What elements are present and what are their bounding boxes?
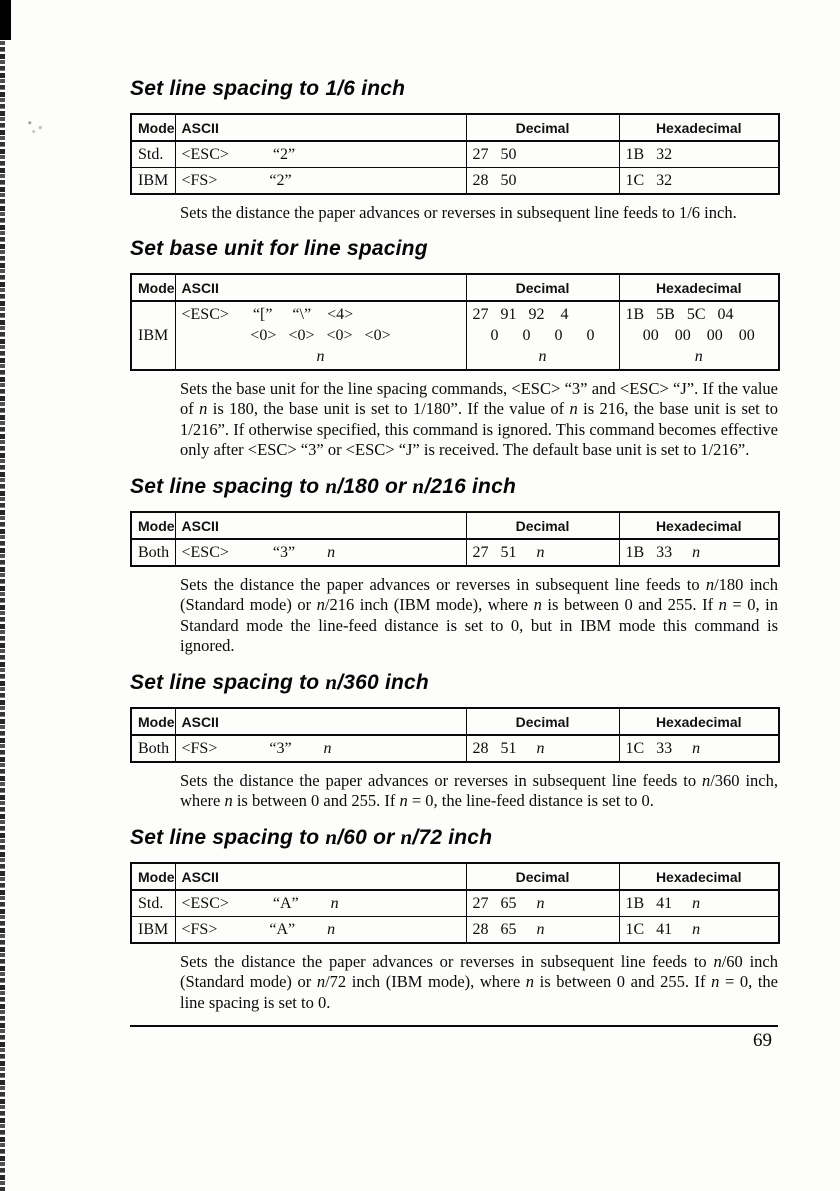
table-header-row — [131, 114, 779, 141]
cell-decimal — [466, 890, 619, 917]
table-row — [131, 168, 779, 195]
column-header-hexadecimal: Hexadecimal — [619, 708, 779, 735]
cell-line: Std. — [138, 894, 164, 912]
section — [130, 76, 778, 224]
cell-line: 1B 33 n — [625, 543, 701, 561]
cell-line: <FS> “3” n — [181, 739, 332, 757]
section-title: Set line spacing to n/180 or n/216 inch — [130, 473, 516, 498]
cell-mode — [131, 916, 175, 943]
content-area — [130, 76, 778, 1052]
section-body: Sets the distance the paper advances or reverses in subsequent line feeds to n/180 inch (Standard mode) or n/216 inch (IBM mode), where n is between 0 and 255. If n = 0, in Standard mode the line-feed distance is set to 0, but in IBM mode this command is ignored. — [180, 574, 779, 655]
column-header-mode: Mode — [131, 512, 175, 539]
column-header-mode: Mode — [131, 114, 175, 141]
cell-mode — [131, 890, 175, 917]
command-table — [130, 511, 780, 567]
table-row — [131, 141, 779, 168]
cell-hex — [619, 301, 779, 370]
column-header-decimal: Decimal — [466, 114, 619, 141]
cell-hex — [619, 735, 779, 762]
cell-line: IBM — [138, 326, 169, 344]
column-header-hexadecimal: Hexadecimal — [619, 274, 779, 301]
cell-ascii — [175, 890, 466, 917]
cell-line: Both — [138, 543, 170, 561]
cell-mode — [131, 168, 175, 195]
cell-decimal — [466, 539, 619, 566]
command-table — [130, 707, 780, 763]
section-title: Set base unit for line spacing — [130, 236, 428, 260]
scan-edge-artifact — [0, 0, 5, 1191]
cell-ascii — [175, 168, 466, 195]
cell-line: <ESC> “[” “\” <4> — [181, 305, 354, 323]
column-header-ascii: ASCII — [175, 274, 466, 301]
table-header-row — [131, 863, 779, 890]
table-header-row — [131, 512, 779, 539]
column-header-ascii: ASCII — [175, 114, 466, 141]
column-header-ascii: ASCII — [175, 863, 466, 890]
column-header-hexadecimal: Hexadecimal — [619, 863, 779, 890]
column-header-decimal: Decimal — [466, 512, 619, 539]
cell-line: <ESC> “2” — [181, 146, 296, 163]
cell-ascii — [175, 735, 466, 762]
section-body: Sets the distance the paper advances or reverses in subsequent line feeds to n/60 inch (Standard mode) or n/72 inch (IBM mode), where n is between 0 and 255. If n = 0, the line spacing is set to 0. — [180, 951, 778, 1012]
page-number: 69 — [753, 1030, 772, 1051]
section-title: Set line spacing to n/60 or n/72 inch — [130, 824, 493, 849]
column-header-mode: Mode — [131, 863, 175, 890]
cell-line: 27 50 — [472, 146, 517, 163]
section-body: Sets the distance the paper advances or reverses in subsequent line feeds to 1/6 inch. — [180, 203, 737, 222]
cell-ascii — [175, 916, 466, 943]
table-row — [131, 539, 779, 566]
table-body — [131, 890, 779, 943]
cell-hex — [619, 890, 779, 917]
cell-line: IBM — [138, 920, 169, 938]
cell-line: 1C 33 n — [625, 739, 701, 757]
cell-line: <ESC> “3” n — [181, 543, 336, 561]
cell-line: 28 50 — [472, 172, 517, 189]
cell-line: 1C 41 n — [625, 920, 701, 938]
cell-line: n — [316, 347, 325, 365]
cell-mode — [131, 539, 175, 566]
cell-hex — [619, 168, 779, 195]
cell-line: n — [694, 347, 703, 365]
cell-line: 27 91 92 4 — [472, 305, 569, 323]
cell-decimal — [466, 168, 619, 195]
command-table — [130, 113, 780, 195]
table-header-row — [131, 274, 779, 301]
section — [130, 473, 778, 657]
cell-mode — [131, 141, 175, 168]
column-header-decimal: Decimal — [466, 708, 619, 735]
cell-ascii — [175, 301, 466, 370]
cell-line: 00 00 00 00 — [642, 326, 755, 344]
section-body: Sets the base unit for the line spacing commands, <ESC> “3” and <ESC> “J”. If the value of n is 180, the base unit is set to 1/180”. If the value of n is 216, the base unit is set to 1/216”. If otherwise specified, this command is ignored. This command becomes effective only after <ESC> “3” or <ESC> “J” is received. The default base unit is set to 1/216”. — [180, 378, 778, 459]
section-body: Sets the distance the paper advances or reverses in subsequent line feeds to n/360 inch, where n is between 0 and 255. If n = 0, the line-feed distance is set to 0. — [180, 770, 778, 810]
cell-line: Std. — [138, 146, 164, 163]
footer — [130, 1025, 778, 1052]
section-title: Set line spacing to n/360 inch — [130, 669, 429, 694]
column-header-decimal: Decimal — [466, 274, 619, 301]
column-header-mode: Mode — [131, 708, 175, 735]
column-header-ascii: ASCII — [175, 708, 466, 735]
cell-line: <FS> “A” n — [181, 920, 336, 938]
section — [130, 824, 778, 1014]
table-body — [131, 301, 779, 370]
command-table — [130, 862, 780, 944]
table-body — [131, 735, 779, 762]
cell-ascii — [175, 141, 466, 168]
table-row — [131, 301, 779, 370]
cell-line: <0> <0> <0> <0> — [250, 326, 391, 344]
cell-ascii — [175, 539, 466, 566]
cell-line: <ESC> “A” n — [181, 894, 339, 912]
cell-hex — [619, 141, 779, 168]
cell-line: 1B 5B 5C 04 — [625, 305, 734, 323]
cell-mode — [131, 301, 175, 370]
scan-speckle-artifact — [22, 118, 48, 134]
cell-line: 1C 32 — [625, 172, 673, 189]
cell-line: 1B 32 — [625, 146, 673, 163]
scan-blob-artifact — [0, 0, 11, 40]
table-body — [131, 141, 779, 194]
cell-line: n — [538, 347, 547, 365]
table-row — [131, 735, 779, 762]
cell-line: Both — [138, 739, 170, 757]
cell-line: 27 51 n — [472, 543, 545, 561]
section — [130, 236, 778, 461]
cell-line: IBM — [138, 172, 169, 189]
table-row — [131, 916, 779, 943]
cell-line: 27 65 n — [472, 894, 545, 912]
section — [130, 669, 778, 812]
cell-hex — [619, 916, 779, 943]
cell-line: 1B 41 n — [625, 894, 701, 912]
column-header-mode: Mode — [131, 274, 175, 301]
cell-decimal — [466, 735, 619, 762]
cell-line: <FS> “2” — [181, 172, 292, 189]
cell-line: 0 0 0 0 — [490, 326, 595, 344]
cell-hex — [619, 539, 779, 566]
cell-mode — [131, 735, 175, 762]
table-row — [131, 890, 779, 917]
cell-line: 28 51 n — [472, 739, 545, 757]
table-body — [131, 539, 779, 566]
cell-decimal — [466, 916, 619, 943]
command-table — [130, 273, 780, 371]
cell-decimal — [466, 141, 619, 168]
column-header-hexadecimal: Hexadecimal — [619, 512, 779, 539]
column-header-decimal: Decimal — [466, 863, 619, 890]
column-header-hexadecimal: Hexadecimal — [619, 114, 779, 141]
table-header-row — [131, 708, 779, 735]
column-header-ascii: ASCII — [175, 512, 466, 539]
cell-decimal — [466, 301, 619, 370]
section-title: Set line spacing to 1/6 inch — [130, 77, 406, 100]
cell-line: 28 65 n — [472, 920, 545, 938]
sections — [130, 76, 778, 1013]
